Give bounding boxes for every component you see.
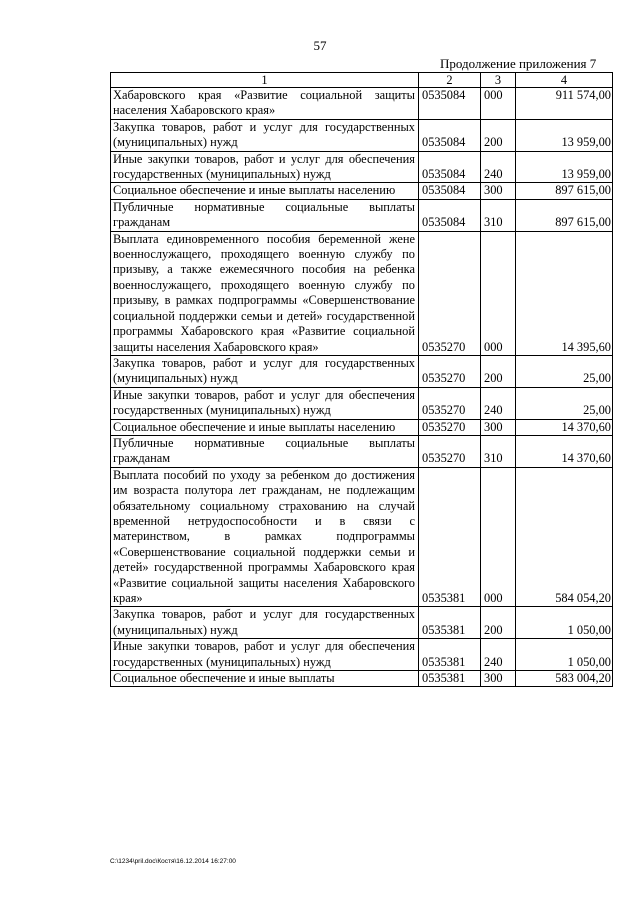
table-row <box>111 419 613 435</box>
table-row <box>111 467 613 607</box>
row-expense-type: 000 <box>481 231 516 355</box>
row-description: Социальное обеспечение и иные выплаты населению <box>111 419 419 435</box>
row-amount: 14 395,60 <box>516 231 613 355</box>
table-header-row <box>111 73 613 88</box>
row-expense-type: 240 <box>481 387 516 419</box>
row-description: Иные закупки товаров, работ и услуг для обеспечения государственных (муниципальных) нужд <box>111 387 419 419</box>
row-amount: 897 615,00 <box>516 199 613 231</box>
table-row <box>111 355 613 387</box>
row-amount: 897 615,00 <box>516 183 613 199</box>
table-row <box>111 183 613 199</box>
column-header: 1 <box>111 73 419 88</box>
row-expense-type: 300 <box>481 183 516 199</box>
row-amount: 14 370,60 <box>516 435 613 467</box>
table-row <box>111 151 613 183</box>
row-description: Социальное обеспечение и иные выплаты <box>111 671 419 687</box>
table-row <box>111 607 613 639</box>
row-expense-type: 240 <box>481 639 516 671</box>
table-body <box>111 88 613 687</box>
table-row <box>111 231 613 355</box>
row-target-code: 0535084 <box>419 88 481 120</box>
row-description: Закупка товаров, работ и услуг для государственных (муниципальных) нужд <box>111 355 419 387</box>
row-target-code: 0535270 <box>419 231 481 355</box>
row-target-code: 0535381 <box>419 467 481 607</box>
budget-table <box>110 72 613 687</box>
column-header: 2 <box>419 73 481 88</box>
row-amount: 25,00 <box>516 387 613 419</box>
table-row <box>111 387 613 419</box>
column-header: 4 <box>516 73 613 88</box>
row-target-code: 0535270 <box>419 355 481 387</box>
row-target-code: 0535381 <box>419 671 481 687</box>
row-target-code: 0535381 <box>419 607 481 639</box>
row-expense-type: 000 <box>481 88 516 120</box>
table-row <box>111 119 613 151</box>
row-expense-type: 300 <box>481 671 516 687</box>
table-row <box>111 671 613 687</box>
table-row <box>111 88 613 120</box>
row-target-code: 0535084 <box>419 119 481 151</box>
row-amount: 13 959,00 <box>516 151 613 183</box>
row-expense-type: 300 <box>481 419 516 435</box>
row-expense-type: 200 <box>481 355 516 387</box>
row-target-code: 0535381 <box>419 639 481 671</box>
column-header: 3 <box>481 73 516 88</box>
row-expense-type: 200 <box>481 607 516 639</box>
table-row <box>111 435 613 467</box>
page-number: 57 <box>313 38 327 53</box>
continuation-note: Продолжение приложения 7 <box>440 56 597 71</box>
row-amount: 1 050,00 <box>516 607 613 639</box>
row-amount: 584 054,20 <box>516 467 613 607</box>
row-description: Выплата единовременного пособия беременной жене военнослужащего, проходящего военную службу по призыву, а также ежемесячного пособия на ребенка военнослужащего, проходящего военную службу по призыву, в рамках подпрограммы «Совершенствование социальной поддержки семьи и детей» государственной программы Хабаровского края «Развитие социальной защиты населения Хабаровского края» <box>111 231 419 355</box>
row-target-code: 0535270 <box>419 419 481 435</box>
row-amount: 13 959,00 <box>516 119 613 151</box>
row-description: Публичные нормативные социальные выплаты гражданам <box>111 435 419 467</box>
row-description: Иные закупки товаров, работ и услуг для обеспечения государственных (муниципальных) нужд <box>111 639 419 671</box>
row-amount: 14 370,60 <box>516 419 613 435</box>
table-row <box>111 639 613 671</box>
row-expense-type: 200 <box>481 119 516 151</box>
row-target-code: 0535270 <box>419 387 481 419</box>
row-target-code: 0535084 <box>419 199 481 231</box>
row-expense-type: 240 <box>481 151 516 183</box>
row-expense-type: 310 <box>481 435 516 467</box>
row-expense-type: 310 <box>481 199 516 231</box>
row-amount: 1 050,00 <box>516 639 613 671</box>
row-amount: 25,00 <box>516 355 613 387</box>
row-target-code: 0535084 <box>419 183 481 199</box>
row-description: Выплата пособий по уходу за ребенком до достижения им возраста полутора лет гражданам, не подлежащим обязательному социальному страхованию на случай временной нетрудоспособности и в связи с материнством, в рамках подпрограммы «Совершенствование социальной поддержки семьи и детей» государственной программы Хабаровского края «Развитие социальной защиты населения Хабаровского края» <box>111 467 419 607</box>
row-description: Хабаровского края «Развитие социальной защиты населения Хабаровского края» <box>111 88 419 120</box>
row-description: Публичные нормативные социальные выплаты гражданам <box>111 199 419 231</box>
row-expense-type: 000 <box>481 467 516 607</box>
row-amount: 911 574,00 <box>516 88 613 120</box>
row-description: Социальное обеспечение и иные выплаты населению <box>111 183 419 199</box>
row-target-code: 0535270 <box>419 435 481 467</box>
row-amount: 583 004,20 <box>516 671 613 687</box>
row-description: Закупка товаров, работ и услуг для государственных (муниципальных) нужд <box>111 607 419 639</box>
row-description: Закупка товаров, работ и услуг для государственных (муниципальных) нужд <box>111 119 419 151</box>
row-description: Иные закупки товаров, работ и услуг для обеспечения государственных (муниципальных) нужд <box>111 151 419 183</box>
file-path-footer: C:\1234\pril.doc\Костя\16.12.2014 16:27:00 <box>110 858 236 865</box>
table-row <box>111 199 613 231</box>
row-target-code: 0535084 <box>419 151 481 183</box>
